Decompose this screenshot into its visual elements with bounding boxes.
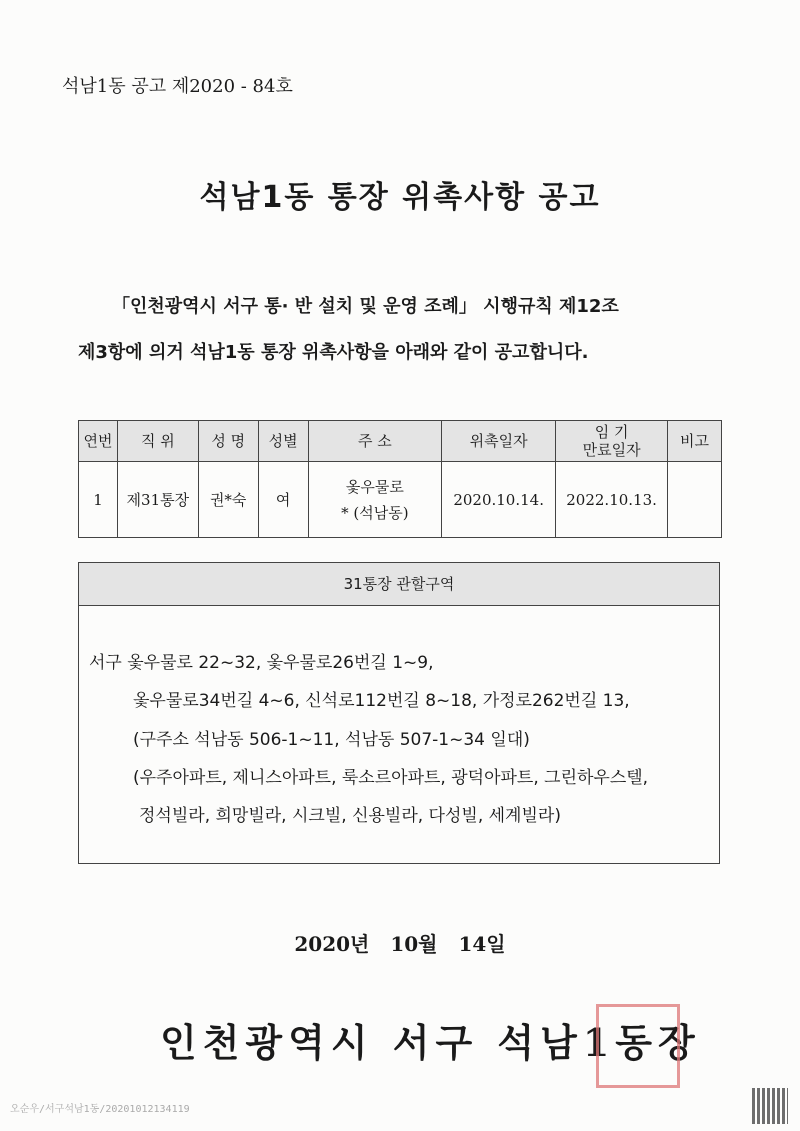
header-name: 성 명 [198,421,258,462]
header-gender: 성별 [258,421,308,462]
body-paragraph-line: 「인천광역시 서구 통· 반 설치 및 운영 조례」 시행규칙 제12조 [112,296,619,317]
jurisdiction-line: (우주아파트, 제니스아파트, 룩소르아파트, 광덕아파트, 그린하우스텔, [133,768,649,788]
header-expiry-label: 만료일자 [582,441,641,459]
jurisdiction-title: 31통장 관할구역 [79,563,719,606]
address-line: 옻우물로 [345,477,404,496]
cell-note [668,462,722,538]
jurisdiction-line: (구주소 석남동 506-1~11, 석남동 507-1~34 일대) [133,730,530,750]
jurisdiction-box [78,562,720,864]
cell-expires: 2022.10.13. [556,462,668,538]
jurisdiction-line: 서구 옻우물로 22~32, 옻우물로26번길 1~9, [89,653,434,673]
document-footer-id: 오순우/서구석남1동/20201012134119 [10,1104,190,1115]
header-note: 비고 [668,421,722,462]
cell-gender: 여 [258,462,308,538]
jurisdiction-line: 옻우물로34번길 4~6, 신석로112번길 8~18, 가정로262번길 13, [133,691,630,711]
header-position: 직 위 [117,421,198,462]
jurisdiction-line: 정석빌라, 희망빌라, 시크빌, 신용빌라, 다성빌, 세계빌라) [139,806,561,826]
cell-position: 제31통장 [117,462,198,538]
qr-code-icon [752,1088,788,1124]
official-seal [596,1004,680,1088]
cell-no: 1 [79,462,118,538]
header-address: 주 소 [308,421,442,462]
address-line: * (석남동) [341,503,409,522]
table-row [79,462,722,538]
header-term [556,421,668,462]
header-no: 연번 [79,421,118,462]
cell-name: 권*숙 [198,462,258,538]
appointment-table [78,420,722,538]
body-paragraph-line: 제3항에 의거 석남1동 통장 위촉사항을 아래와 같이 공고합니다. [78,342,589,363]
notice-number: 석남1동 공고 제2020 - 84호 [62,76,293,97]
notice-date: 2020년 10월 14일 [294,932,506,956]
table-header-row [79,421,722,462]
header-appointed: 위촉일자 [442,421,556,462]
cell-appointed: 2020.10.14. [442,462,556,538]
signature-line: 인천광역시 서구 석남1동장 [160,1020,701,1065]
page-title: 석남1동 통장 위촉사항 공고 [199,180,601,215]
header-term-label: 임 기 [594,423,629,441]
cell-address [308,462,442,538]
